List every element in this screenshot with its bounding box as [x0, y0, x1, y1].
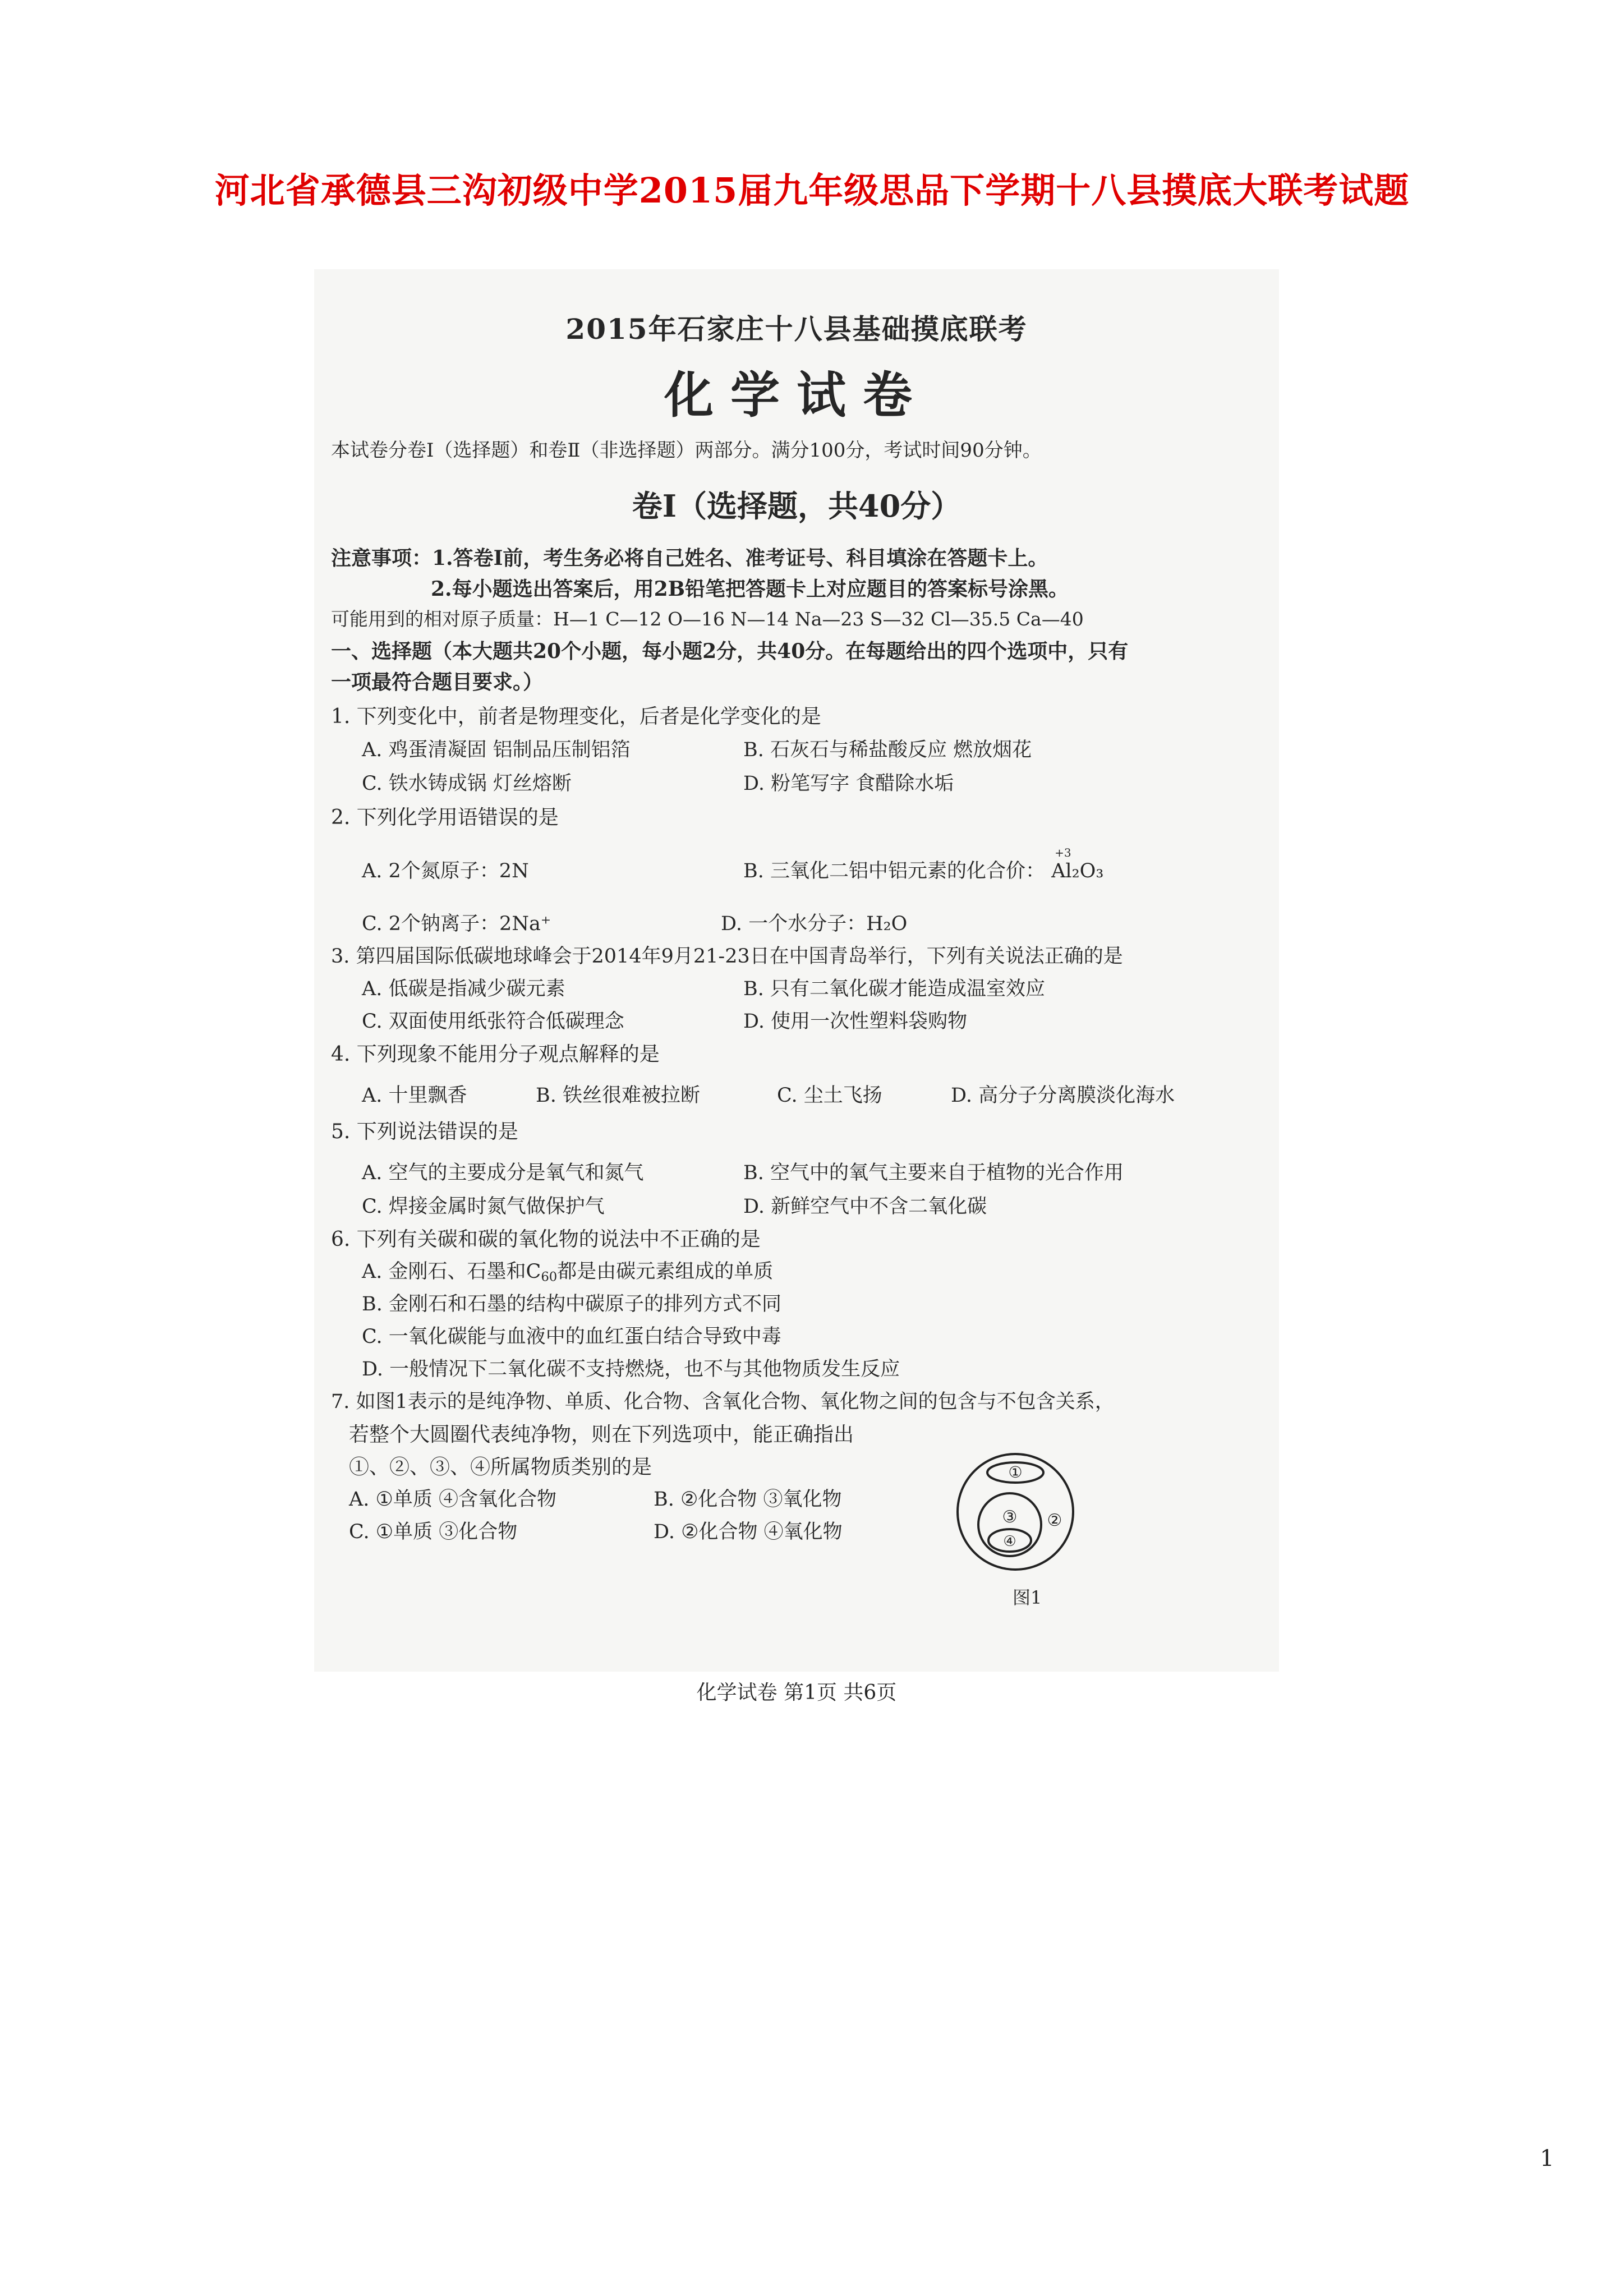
question-1-option-d: D. 粉笔写字 食醋除水垢	[743, 772, 954, 795]
section-instruction-line-1: 一、选择题（本大题共20个小题，每小题2分，共40分。在每题给出的四个选项中，只有	[331, 639, 1129, 663]
question-2-option-a: A. 2个氮原子：2N	[362, 860, 529, 882]
question-6-option-b: B. 金刚石和石墨的结构中碳原子的排列方式不同	[362, 1293, 781, 1315]
question-1-option-c: C. 铁水铸成锅 灯丝熔断	[362, 772, 572, 795]
question-6-option-a	[362, 1262, 773, 1283]
notice-line-2: 2.每小题选出答案后，用2B铅笔把答题卡上对应题目的答案标号涂黑。	[431, 577, 1069, 601]
figure-label-4: ④	[1003, 1533, 1016, 1550]
valence-formula	[1051, 846, 1104, 882]
question-5-option-a: A. 空气的主要成分是氧气和氮气	[362, 1162, 644, 1184]
question-5-option-d: D. 新鲜空气中不含二氧化碳	[743, 1195, 987, 1218]
question-7-line-3: ①、②、③、④所属物质类别的是	[349, 1456, 652, 1479]
part-title: 卷Ⅰ（选择题，共40分）	[632, 488, 961, 524]
section-instruction-line-2: 一项最符合题目要求。）	[331, 670, 544, 694]
question-4-option-c: C. 尘土飞扬	[777, 1084, 882, 1107]
question-5-option-b: B. 空气中的氧气主要来自于植物的光合作用	[743, 1162, 1124, 1184]
question-6-option-a-prefix: A. 金刚石、石墨和C	[362, 1260, 541, 1283]
figure-label-3: ③	[1002, 1507, 1018, 1527]
question-3-option-b: B. 只有二氧化碳才能造成温室效应	[743, 978, 1045, 1000]
question-1-option-a: A. 鸡蛋清凝固 铝制品压制铝箔	[362, 739, 631, 761]
question-6-option-c: C. 一氧化碳能与血液中的血红蛋白结合导致中毒	[362, 1326, 781, 1348]
question-1-option-b: B. 石灰石与稀盐酸反应 燃放烟花	[743, 739, 1032, 761]
figure-caption: 图1	[1013, 1587, 1042, 1608]
question-4-option-d: D. 高分子分离膜淡化海水	[951, 1084, 1175, 1107]
scanned-exam-page	[314, 269, 1279, 1704]
figure-label-1: ①	[1008, 1463, 1023, 1481]
question-2-option-c: C. 2个钠离子：2Na⁺	[362, 913, 551, 935]
page-number: 1	[1540, 2146, 1554, 2171]
figure-1-nested-circles	[954, 1442, 1077, 1582]
question-1: 1. 下列变化中，前者是物理变化，后者是化学变化的是	[331, 705, 821, 728]
question-7-option-c: C. ①单质 ③化合物	[349, 1521, 518, 1543]
question-3-option-a: A. 低碳是指减少碳元素	[362, 978, 565, 1000]
question-3: 3. 第四届国际低碳地球峰会于2014年9月21-23日在中国青岛举行，下列有关说法正确的是	[331, 945, 1123, 968]
question-2-option-d: D. 一个水分子：H₂O	[721, 913, 908, 935]
question-6-option-a-suffix: 都是由碳元素组成的单质	[557, 1260, 774, 1283]
question-4: 4. 下列现象不能用分子观点解释的是	[331, 1043, 660, 1066]
document-title: 河北省承德县三沟初级中学2015届九年级思品下学期十八县摸底大联考试题	[214, 170, 1410, 211]
question-7-line-2: 若整个大圆圈代表纯净物，则在下列选项中，能正确指出	[349, 1423, 854, 1446]
question-7: 7. 如图1表示的是纯净物、单质、化合物、含氧化合物、氧化物之间的包含与不包含关系，	[331, 1391, 1115, 1413]
question-6: 6. 下列有关碳和碳的氧化物的说法中不正确的是	[331, 1228, 761, 1251]
question-4-option-a: A. 十里飘香	[362, 1084, 467, 1107]
question-2-option-b-text: B. 三氧化二铝中铝元素的化合价：	[743, 860, 1045, 882]
valence-mark: +3	[1055, 846, 1071, 859]
question-4-option-b: B. 铁丝很难被拉断	[536, 1084, 700, 1107]
exam-subject-title: 化学试卷	[664, 366, 929, 424]
exam-header: 2015年石家庄十八县基础摸底联考	[565, 312, 1028, 346]
question-7-option-d: D. ②化合物 ④氧化物	[654, 1521, 843, 1543]
question-6-option-d: D. 一般情况下二氧化碳不支持燃烧，也不与其他物质发生反应	[362, 1358, 900, 1381]
question-5-option-c: C. 焊接金属时氮气做保护气	[362, 1195, 605, 1218]
question-7-option-b: B. ②化合物 ③氧化物	[654, 1488, 842, 1511]
notice-line-1: 注意事项：1.答卷Ⅰ前，考生务必将自己姓名、准考证号、科目填涂在答题卡上。	[331, 546, 1048, 570]
exam-intro: 本试卷分卷Ⅰ（选择题）和卷Ⅱ（非选择题）两部分。满分100分，考试时间90分钟。	[331, 439, 1042, 462]
page-footer: 化学试卷 第1页 共6页	[696, 1681, 897, 1704]
question-3-option-d: D. 使用一次性塑料袋购物	[743, 1010, 968, 1033]
question-2: 2. 下列化学用语错误的是	[331, 806, 559, 829]
alumina-formula: Al₂O₃	[1051, 860, 1104, 882]
fullerene-subscript: 60	[541, 1269, 558, 1285]
question-2-option-b	[743, 846, 1104, 882]
figure-label-2: ②	[1047, 1511, 1062, 1530]
atomic-masses-line: 可能用到的相对原子质量：H—1 C—12 O—16 N—14 Na—23 S—32 Cl—35.5 Ca—40	[331, 608, 1084, 630]
question-3-option-c: C. 双面使用纸张符合低碳理念	[362, 1010, 624, 1033]
question-5: 5. 下列说法错误的是	[331, 1120, 518, 1143]
question-7-option-a: A. ①单质 ④含氧化合物	[349, 1488, 557, 1511]
